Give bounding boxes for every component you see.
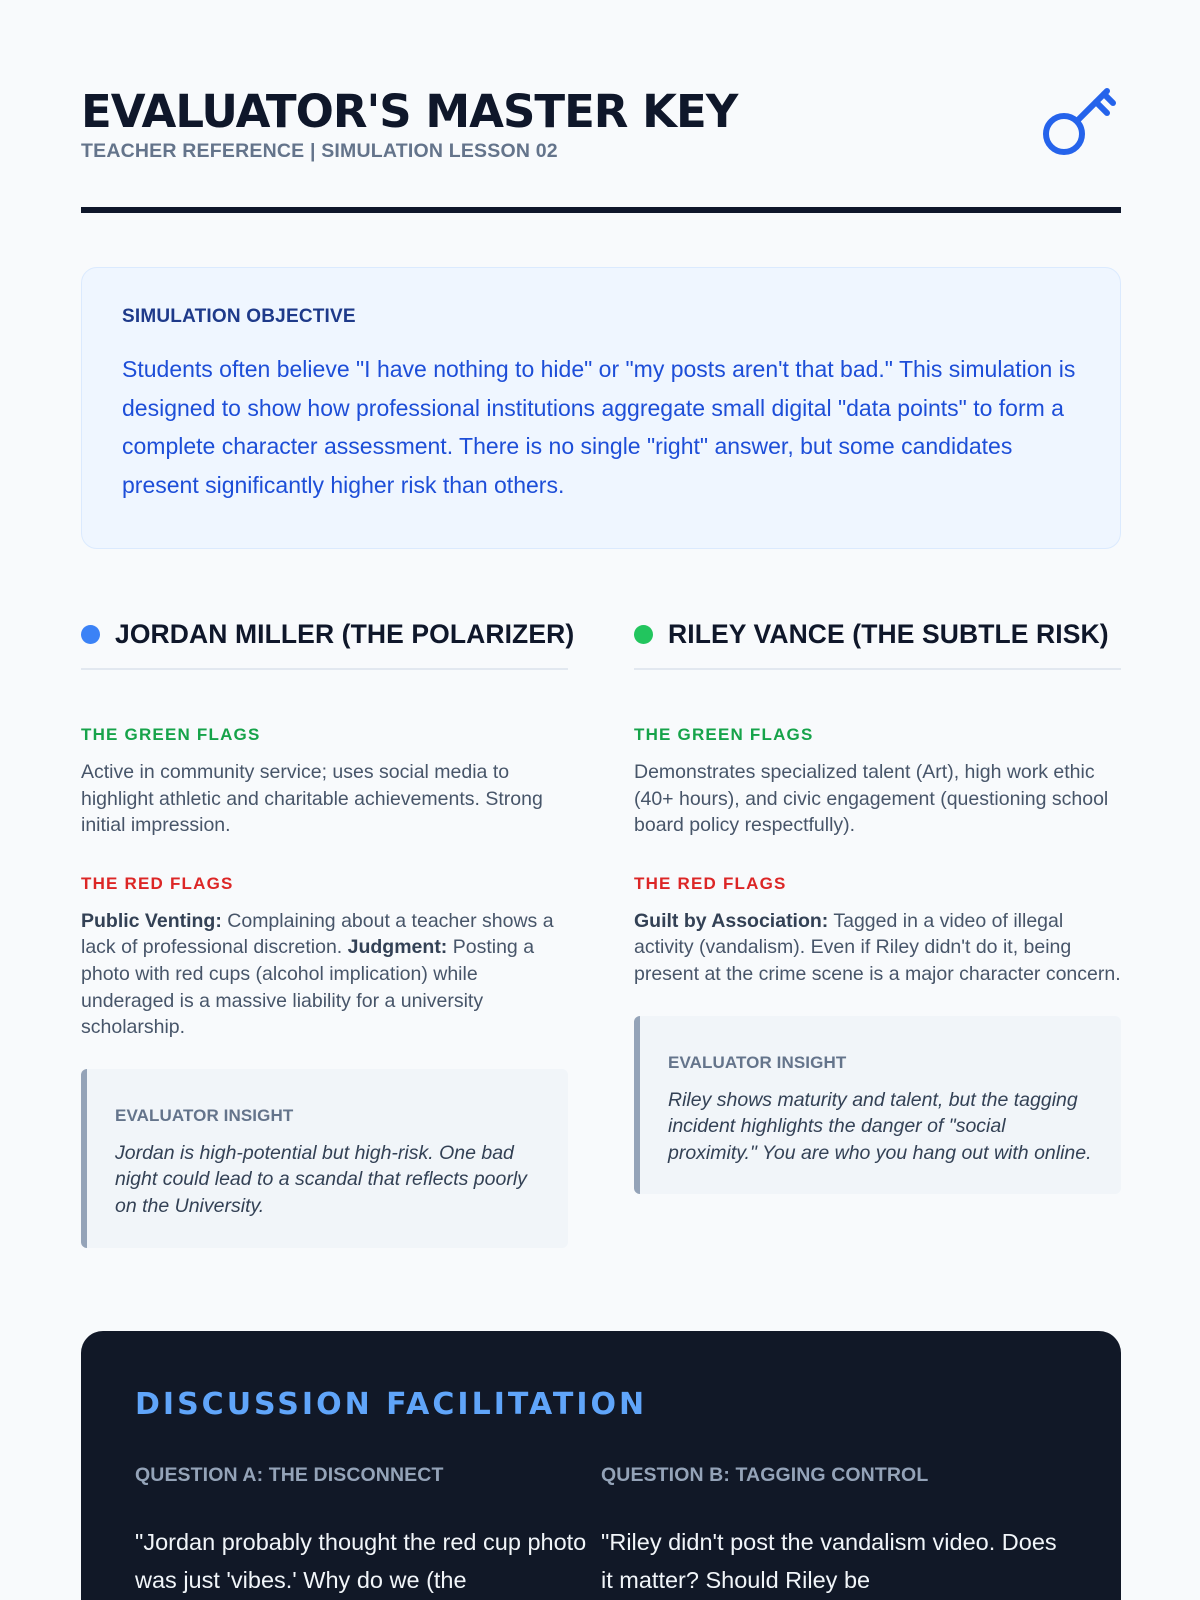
green-flags-text: Active in community service; uses social media to highlight athletic and charitable achievements. Strong initial impression. [81,761,543,837]
red-flags-text [634,908,1121,988]
key-icon [1041,86,1121,162]
simulation-objective-box [81,267,1121,549]
questions-row [135,1464,1067,1599]
question-label: QUESTION A: THE DISCONNECT [135,1464,444,1486]
objective-title: SIMULATION OBJECTIVE [122,306,356,327]
candidate-name: JORDAN MILLER (THE POLARIZER) [115,618,575,649]
page-title: EVALUATOR'S MASTER KEY [81,85,738,138]
candidate-card-riley [634,612,1121,1194]
discussion-facilitation-panel [81,1331,1121,1600]
red-flags-text [81,908,568,1041]
evaluator-insight [634,1016,1121,1195]
red-flag-detail: Posting a photo with red cups (alcohol implication) while underaged is a massive liability for a university scholarship. [81,936,535,1039]
red-flag-term: Judgment: [347,936,448,959]
question-text: "Riley didn't post the vandalism video. Does it matter? Should Riley be [601,1529,1057,1593]
red-flag-detail: Tagged in a video of illegal activity (vandalism). Even if Riley didn't do it, being present at the crime scene is a major character concern. [634,909,1121,985]
green-flags-label: THE GREEN FLAGS [81,725,261,744]
red-flag-term: Public Venting: [81,909,222,932]
insight-text: Riley shows maturity and talent, but the tagging incident highlights the danger of "social proximity." You are who you hang out with online. [668,1088,1092,1164]
insight-label: EVALUATOR INSIGHT [668,1052,847,1072]
status-dot-icon [634,625,653,644]
evaluator-insight [81,1069,568,1248]
insight-text: Jordan is high-potential but high-risk. One bad night could lead to a scandal that reflects poorly on the University. [115,1141,527,1217]
candidate-header [634,612,1121,670]
header-divider [81,207,1121,213]
candidate-card-jordan [81,612,575,1248]
red-flags-label: THE RED FLAGS [634,873,787,893]
page-subtitle: TEACHER REFERENCE | SIMULATION LESSON 02 [81,140,558,162]
page-header [81,84,1121,214]
insight-label: EVALUATOR INSIGHT [115,1105,294,1125]
candidate-header [81,612,575,670]
green-flags-label: THE GREEN FLAGS [634,725,814,744]
question-label: QUESTION B: TAGGING CONTROL [601,1464,929,1486]
green-flags-text: Demonstrates specialized talent (Art), high work ethic (40+ hours), and civic engagement (questioning school board policy respectfully). [634,761,1109,837]
discussion-title: DISCUSSION FACILITATION [135,1387,648,1422]
objective-text: Students often believe "I have nothing to hide" or "my posts aren't that bad." This simulation is designed to show how professional institutions aggregate small digital "data points" to form a complete character assessment. There is no single "right" answer, but some candidates present significantly higher risk than others. [122,356,1076,498]
red-flag-detail: Complaining about a teacher shows a lack of professional discretion. [81,909,554,959]
status-dot-icon [81,625,100,644]
candidate-name: RILEY VANCE (THE SUBTLE RISK) [668,618,1109,649]
red-flags-label: THE RED FLAGS [81,873,234,893]
question-text: "Jordan probably thought the red cup photo was just 'vibes.' Why do we (the [135,1529,587,1593]
red-flag-term: Guilt by Association: [634,909,829,932]
question-a [135,1464,601,1599]
question-b [601,1464,1067,1599]
